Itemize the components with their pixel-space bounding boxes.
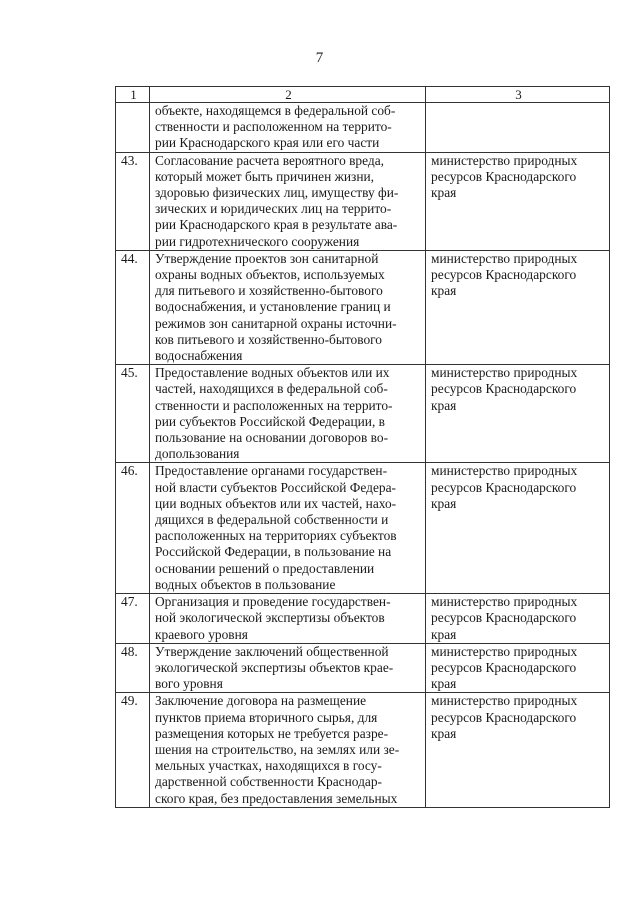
description-line: краевого уровня <box>155 626 248 642</box>
responsible-line: министерство природных <box>431 594 578 610</box>
responsible-line: края <box>431 185 457 201</box>
responsible-line: ресурсов Краснодарского <box>431 168 577 184</box>
description-line: ственности и расположенных на террито- <box>155 397 393 413</box>
row-description <box>150 152 426 250</box>
description-line: объекте, находящемся в федеральной соб- <box>155 103 396 118</box>
row-number: 49. <box>116 693 150 807</box>
description-line: Предоставление водных объектов или их <box>155 365 390 381</box>
responsible-line: края <box>431 397 457 413</box>
row-number: 46. <box>116 463 150 594</box>
table-row <box>116 594 610 644</box>
responsible-line: министерство природных <box>431 250 578 266</box>
description-line: ского края, без предоставления земельных <box>155 790 398 806</box>
row-number: 45. <box>116 365 150 463</box>
description-line: ков питьевого и хозяйственно-бытового <box>155 331 382 347</box>
table-row <box>116 643 610 693</box>
description-line: Российской Федерации, в пользование на <box>155 544 392 560</box>
responsible-line: министерство природных <box>431 643 578 659</box>
description-line: Утверждение проектов зон санитарной <box>155 250 379 266</box>
responsible-line: ресурсов Краснодарского <box>431 610 577 626</box>
row-description <box>150 643 426 693</box>
row-number: 44. <box>116 250 150 364</box>
table-row <box>116 693 610 807</box>
responsible-line: министерство природных <box>431 365 578 381</box>
row-responsible <box>426 643 610 693</box>
description-line: допользования <box>155 446 240 462</box>
description-line: дящихся в федеральной собственности и <box>155 512 389 528</box>
table-row <box>116 463 610 594</box>
description-line: рии субъектов Российской Федерации, в <box>155 413 385 429</box>
description-line: водных объектов в пользование <box>155 576 336 592</box>
description-line: рии гидротехнического сооружения <box>155 233 360 249</box>
description-line: ной власти субъектов Российской Федера- <box>155 479 396 495</box>
description-line: Предоставление органами государствен- <box>155 463 388 479</box>
row-responsible <box>426 594 610 644</box>
row-responsible <box>426 103 610 153</box>
description-line: ции водных объектов или их частей, нахо- <box>155 495 397 511</box>
description-line: который может быть причинен жизни, <box>155 168 375 184</box>
column-header: 2 <box>150 87 426 103</box>
description-line: для питьевого и хозяйственно-бытового <box>155 283 383 299</box>
responsible-line: края <box>431 725 457 741</box>
description-line: рии Краснодарского края или его части <box>155 135 380 151</box>
description-line: экологической экспертизы объектов крае- <box>155 659 394 675</box>
responsible-line: ресурсов Краснодарского <box>431 267 577 283</box>
responsible-line: края <box>431 626 457 642</box>
responsible-line: края <box>431 283 457 299</box>
description-line: мельных участках, находящихся в госу- <box>155 758 382 774</box>
description-line: шения на строительство, на землях или зе- <box>155 741 400 757</box>
row-responsible <box>426 365 610 463</box>
description-line: Согласование расчета вероятного вреда, <box>155 152 384 168</box>
column-header: 1 <box>116 87 150 103</box>
description-line: здоровью физических лиц, имуществу фи- <box>155 185 399 201</box>
table-row <box>116 152 610 250</box>
table-row <box>116 250 610 364</box>
description-line: дарственной собственности Краснодар- <box>155 774 382 790</box>
row-number: 43. <box>116 152 150 250</box>
row-description <box>150 594 426 644</box>
description-line: режимов зон санитарной охраны источни- <box>155 315 397 331</box>
description-line: основании решений о предоставлении <box>155 560 375 576</box>
description-line: вого уровня <box>155 676 223 692</box>
description-line: водоснабжения, и установление границ и <box>155 299 391 315</box>
responsible-line: министерство природных <box>431 693 578 709</box>
table-header-row <box>116 87 610 103</box>
row-responsible <box>426 463 610 594</box>
description-line: зических и юридических лиц на террито- <box>155 201 392 217</box>
table-row <box>116 365 610 463</box>
row-number <box>116 103 150 153</box>
row-description <box>150 103 426 153</box>
responsible-line: министерство природных <box>431 463 578 479</box>
description-line: пользование на основании договоров во- <box>155 430 389 446</box>
description-line: размещения которых не требуется разре- <box>155 725 389 741</box>
row-description <box>150 365 426 463</box>
row-responsible <box>426 152 610 250</box>
responsible-line: края <box>431 495 457 511</box>
responsible-line: ресурсов Краснодарского <box>431 381 577 397</box>
table-row <box>116 103 610 153</box>
document-table <box>115 86 610 808</box>
row-description <box>150 463 426 594</box>
row-description <box>150 250 426 364</box>
description-line: рии Краснодарского края в результате ава- <box>155 217 398 233</box>
column-header: 3 <box>426 87 610 103</box>
description-line: охраны водных объектов, используемых <box>155 267 385 283</box>
description-line: расположенных на территориях субъектов <box>155 528 397 544</box>
page-number: 7 <box>315 50 324 66</box>
responsible-line: ресурсов Краснодарского <box>431 659 577 675</box>
responsible-line: края <box>431 676 457 692</box>
row-number: 48. <box>116 643 150 693</box>
row-responsible <box>426 250 610 364</box>
description-line: частей, находящихся в федеральной соб- <box>155 381 388 397</box>
responsible-line: министерство природных <box>431 152 578 168</box>
row-responsible <box>426 693 610 807</box>
description-line: Заключение договора на размещение <box>155 693 367 709</box>
responsible-line: ресурсов Краснодарского <box>431 709 577 725</box>
row-number: 47. <box>116 594 150 644</box>
description-line: Организация и проведение государствен- <box>155 594 391 610</box>
description-line: водоснабжения <box>155 348 243 364</box>
description-line: пунктов приема вторичного сырья, для <box>155 709 378 725</box>
description-line: Утверждение заключений общественной <box>155 643 389 659</box>
description-line: ной экологической экспертизы объектов <box>155 610 385 626</box>
row-description <box>150 693 426 807</box>
responsible-line: ресурсов Краснодарского <box>431 479 577 495</box>
description-line: ственности и расположенном на террито- <box>155 119 392 135</box>
table-body <box>116 103 610 808</box>
